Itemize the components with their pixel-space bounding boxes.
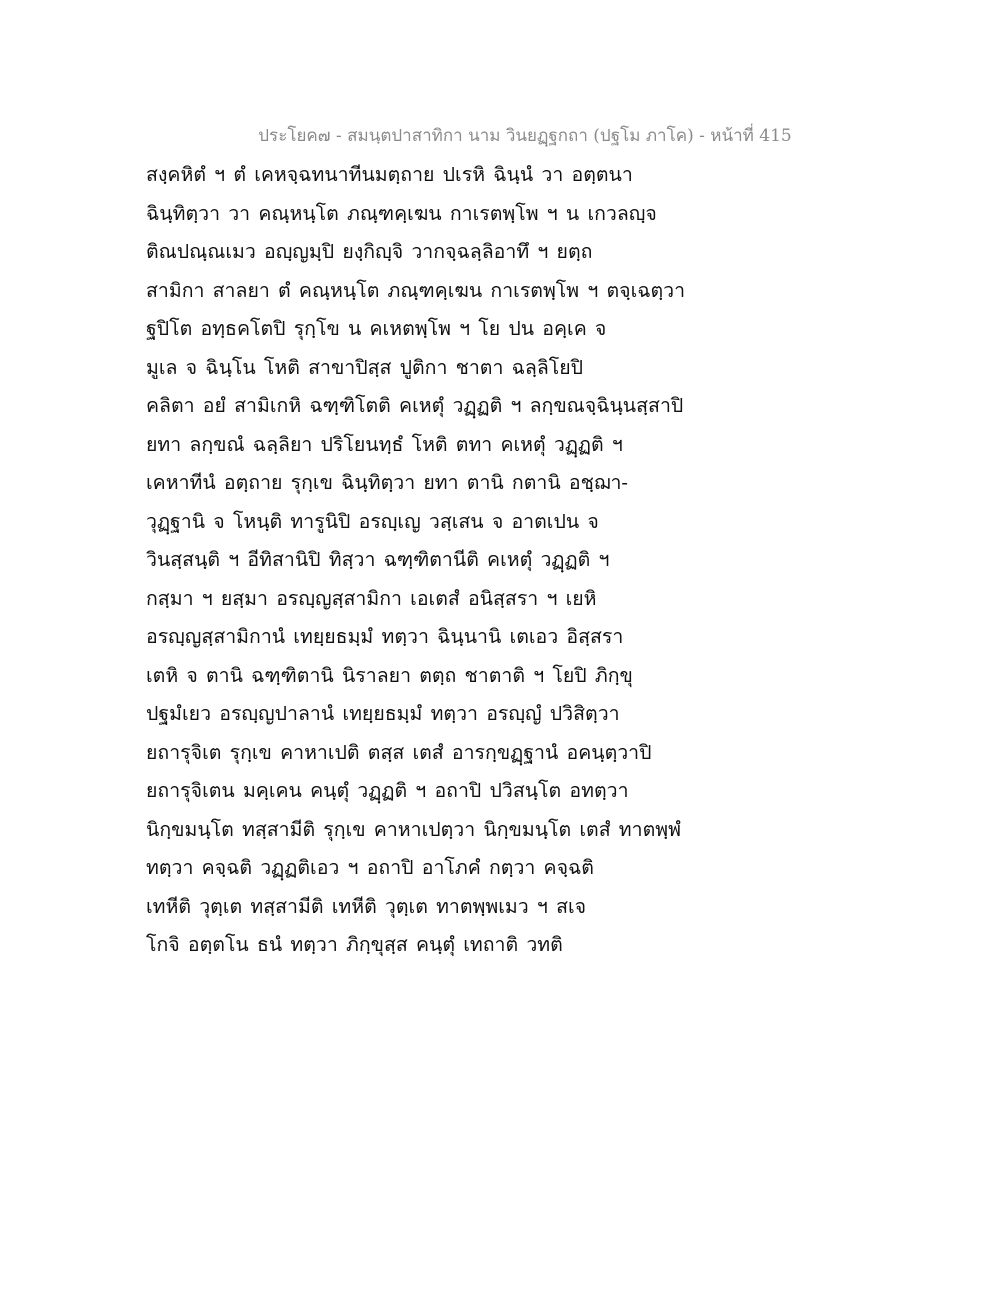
- text-line: ฉินฺทิตฺวา วา คณฺหนฺโต ภณฺฑคฺเฆน กาเรตพฺโพ ฯ น เกวลญฺจ: [146, 201, 657, 225]
- text-line: ยถารุจิเต รุกฺเข คาหาเปติ ตสฺส เตสํ อารกฺขฏฺฐานํ อคนฺตฺวาปิ: [146, 740, 652, 764]
- text-line: อรญฺญสฺสามิกานํ เทยฺยธมฺมํ ทตฺวา ฉินฺนานิ เตเอว อิสฺสรา: [146, 625, 624, 648]
- text-line: ปฐมํเยว อรญฺญปาลานํ เทยฺยธมฺมํ ทตฺวา อรญฺญํ ปวิสิตฺวา: [146, 702, 620, 725]
- text-line: ติณปณฺณเมว อญฺญมฺปิ ยงฺกิญฺจิ วากจฺฉลฺลิอาทึ ฯ ยตฺถ: [146, 240, 593, 263]
- text-line: ยทา ลกฺขณํ ฉลฺลิยา ปริโยนทฺธํ โหติ ตทา คเหตุํ วฏฺฏติ ฯ: [146, 432, 623, 456]
- text-line: เคหาทีนํ อตฺถาย รุกฺเข ฉินฺทิตฺวา ยทา ตานิ กตานิ อชฺฌา-: [146, 471, 629, 494]
- text-line: ยถารุจิเตน มคฺเคน คนฺตุํ วฏฺฏติ ฯ อถาปิ ปวิสนฺโต อทตฺวา: [146, 779, 629, 802]
- running-header: ประโยค๗ - สมนฺตปาสาทิกา นาม วินยฏฺฐกถา (ปฐโม ภาโค) - หน้าที่ 415: [258, 126, 792, 146]
- text-line: เตหิ จ ตานิ ฉฑฺฑิตานิ นิราลยา ตตฺถ ชาตาติ ฯ โยปิ ภิกฺขุ: [146, 663, 633, 687]
- text-line: สามิกา สาลยา ตํ คณฺหนฺโต ภณฺฑคฺเฆน กาเรตพฺโพ ฯ ตจฺเฉตฺวา: [146, 278, 686, 302]
- text-line: เทหีติ วุตฺเต ทสฺสามีติ เทหีติ วุตฺเต ทาตพฺพเมว ฯ สเจ: [146, 894, 587, 918]
- text-line: คลิตา อยํ สามิเกหิ ฉฑฺฑิโตติ คเหตุํ วฏฺฏติ ฯ ลกฺขณจฺฉินฺนสฺสาปิ: [146, 394, 684, 417]
- text-line: วุฏฺฐานิ จ โหนฺติ ทารูนิปิ อรญฺเญ วสฺเสน จ อาตเปน จ: [146, 509, 599, 533]
- text-line: วินสฺสนฺติ ฯ อีทิสานิปิ ทิสฺวา ฉฑฺฑิตานีติ คเหตุํ วฏฺฏติ ฯ: [146, 548, 610, 571]
- text-line: กสฺมา ฯ ยสฺมา อรญฺญสฺสามิกา เอเตสํ อนิสฺสรา ฯ เยหิ: [146, 586, 597, 610]
- text-line: โกจิ อตฺตโน ธนํ ทตฺวา ภิกฺขุสฺส คนฺตุํ เทถาติ วทติ: [146, 933, 563, 956]
- text-line: ทตฺวา คจฺฉติ วฏฺฏติเอว ฯ อถาปิ อาโภคํ กตฺวา คจฺฉติ: [146, 856, 594, 879]
- text-line: ฐปิโต อทฺธคโตปิ รุกฺโข น คเหตพฺโพ ฯ โย ปน อคฺเค จ: [146, 317, 607, 340]
- text-line: สงฺคหิตํ ฯ ตํ เคหจฺฉทนาทีนมตฺถาย ปเรหิ ฉินฺนํ วา อตฺตนา: [146, 163, 633, 186]
- text-line: นิกฺขมนฺโต ทสฺสามีติ รุกฺเข คาหาเปตฺวา นิกฺขมนฺโต เตสํ ทาตพฺพํ: [146, 817, 681, 841]
- text-line: มูเล จ ฉินฺโน โหติ สาขาปิสฺส ปูติกา ชาตา ฉลฺลิโยปิ: [146, 355, 584, 379]
- body-text: [146, 156, 906, 965]
